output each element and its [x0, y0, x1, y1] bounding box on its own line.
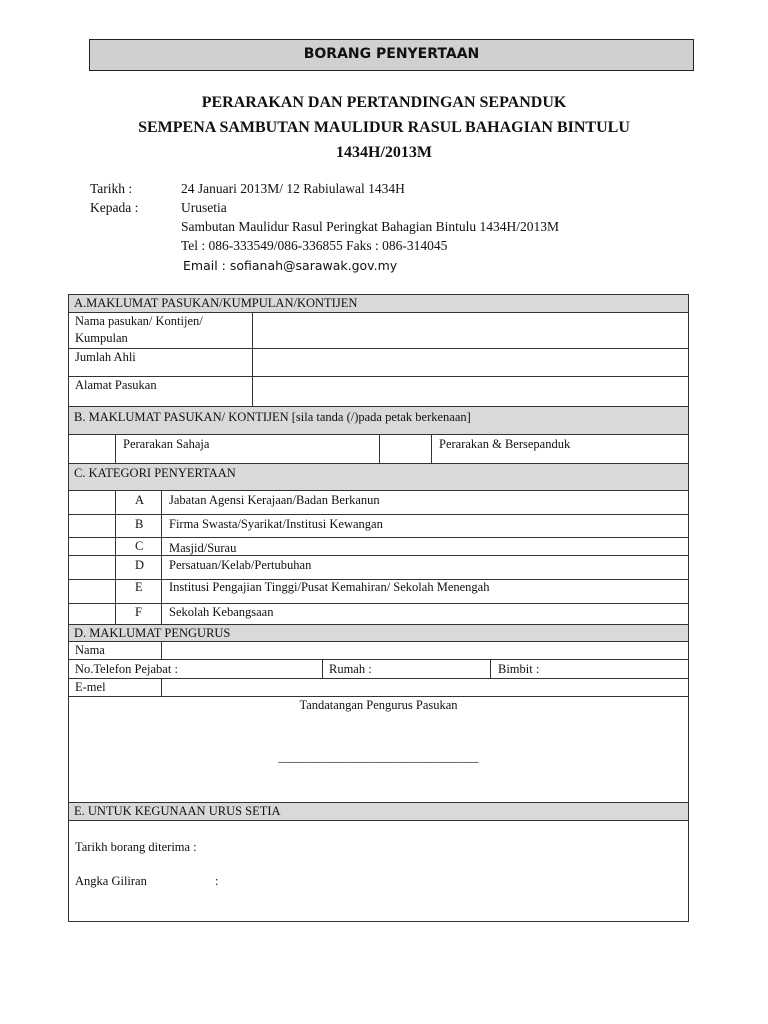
manager-email-label: E-mel	[75, 680, 106, 694]
category-label: Firma Swasta/Syarikat/Institusi Kewangan	[169, 517, 383, 531]
form-title: BORANG PENYERTAAN	[89, 39, 694, 71]
category-label: Institusi Pengajian Tinggi/Pusat Kemahiran/ Sekolah Menengah	[169, 580, 490, 594]
mobile-phone-label: Bimbit :	[498, 662, 540, 676]
option-parade-only-checkbox[interactable]	[69, 435, 115, 463]
home-phone-label: Rumah :	[329, 662, 372, 676]
title-line-2: SEMPENA SAMBUTAN MAULIDUR RASUL BAHAGIAN BINTULU	[138, 119, 630, 136]
option-parade-banner-label: Perarakan & Bersepanduk	[439, 437, 571, 451]
queue-number-label: Angka Giliran	[75, 874, 147, 888]
signature-line[interactable]: ________________________________	[278, 750, 479, 764]
section-d-title: D. MAKLUMAT PENGURUS	[74, 626, 231, 640]
category-label: Sekolah Kebangsaan	[169, 605, 274, 619]
section-e-title: E. UNTUK KEGUNAAN URUS SETIA	[74, 804, 281, 818]
to-label: Kepada :	[90, 200, 139, 215]
category-code: E	[135, 580, 143, 594]
title-line-3: 1434H/2013M	[336, 144, 432, 161]
category-label: Masjid/Surau	[169, 541, 237, 555]
member-count-field[interactable]	[253, 349, 688, 376]
category-code: B	[135, 517, 144, 531]
category-code: A	[135, 493, 145, 507]
to-line-4: Email : sofianah@sarawak.gov.my	[183, 258, 398, 273]
manager-signature-label: Tandatangan Pengurus Pasukan	[299, 698, 458, 712]
category-code: F	[135, 605, 142, 619]
category-code: D	[135, 558, 145, 572]
queue-number-colon: :	[215, 874, 219, 888]
team-name-label-2: Kumpulan	[75, 331, 128, 345]
option-parade-only-label: Perarakan Sahaja	[123, 437, 210, 451]
option-parade-banner-checkbox[interactable]	[380, 435, 431, 463]
team-name-field[interactable]	[253, 313, 688, 348]
section-b-title: B. MAKLUMAT PASUKAN/ KONTIJEN [sila tanda (/)pada petak berkenaan]	[74, 410, 471, 424]
category-code: C	[135, 539, 144, 553]
team-address-field[interactable]	[253, 377, 688, 406]
entry-form	[68, 294, 689, 922]
section-a-title: A.MAKLUMAT PASUKAN/KUMPULAN/KONTIJEN	[74, 296, 358, 310]
to-line-1: Urusetia	[181, 200, 227, 215]
office-phone-label: No.Telefon Pejabat :	[75, 662, 178, 676]
to-line-2: Sambutan Maulidur Rasul Peringkat Bahagian Bintulu 1434H/2013M	[181, 219, 559, 234]
section-c-title: C. KATEGORI PENYERTAAN	[74, 466, 236, 480]
received-date-label: Tarikh borang diterima :	[75, 840, 197, 854]
title-line-1: PERARAKAN DAN PERTANDINGAN SEPANDUK	[201, 94, 567, 111]
category-label: Jabatan Agensi Kerajaan/Badan Berkanun	[169, 493, 380, 507]
team-name-label-1: Nama pasukan/ Kontijen/	[75, 314, 203, 328]
team-address-label: Alamat Pasukan	[75, 378, 157, 392]
manager-email-field[interactable]	[162, 679, 688, 696]
date-value: 24 Januari 2013M/ 12 Rabiulawal 1434H	[181, 181, 405, 196]
to-line-3: Tel : 086-333549/086-336855 Faks : 086-314045	[181, 238, 448, 253]
member-count-label: Jumlah Ahli	[75, 350, 136, 364]
category-label: Persatuan/Kelab/Pertubuhan	[169, 558, 312, 572]
manager-name-field[interactable]	[162, 642, 688, 659]
date-label: Tarikh :	[90, 181, 133, 196]
manager-name-label: Nama	[75, 643, 105, 657]
